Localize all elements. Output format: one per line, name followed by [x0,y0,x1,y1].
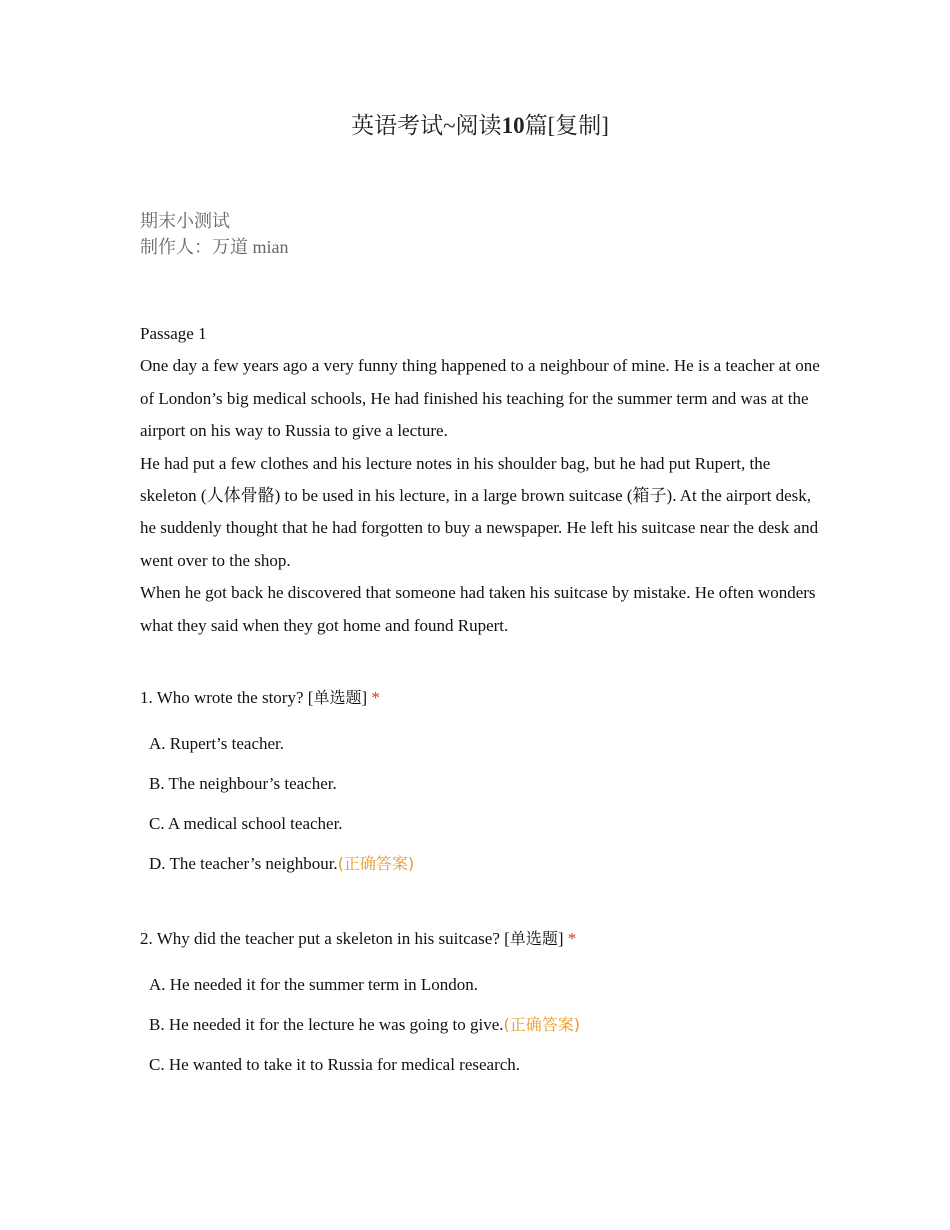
author-handle: mian [252,237,289,257]
passage-heading: Passage 1 [140,324,207,343]
question-stem [140,686,840,710]
option-a[interactable] [140,965,840,1005]
option-list [140,965,840,1085]
option-text: C. He wanted to take it to Russia for medical research. [149,1055,521,1074]
correct-answer-label: (正确答案) [503,1015,581,1034]
option-b[interactable] [140,764,840,804]
option-d[interactable] [140,844,840,884]
option-text: B. The neighbour’s teacher. [149,774,337,793]
question-type-close: ] [361,688,368,707]
correct-answer-label: (正确答案) [337,854,415,873]
author-label: 制作人： [140,237,212,257]
title-number: 10 [501,113,525,138]
option-c[interactable] [140,804,840,844]
option-list [140,724,840,884]
question-stem [140,927,840,951]
option-text: A. He needed it for the summer term in London. [149,975,479,994]
question-type: 单选题 [313,688,362,707]
question-text: 2. Why did the teacher put a skeleton in his suitcase? [140,929,500,948]
question-2 [140,927,840,1085]
passage-paragraph-1: One day a few years ago a very funny thing happened to a neighbour of mine. He is a teacher at one of London’s big medical schools, He had finished his teaching for the summer term and was at the airport on his way to Russia to give a lecture. [140,356,820,441]
option-a[interactable] [140,724,840,764]
question-type-close: ] [557,929,564,948]
question-type: 单选题 [509,929,558,948]
title-suffix: 篇[复制] [524,113,609,138]
option-text: C. A medical school teacher. [149,814,343,833]
option-text: D. The teacher’s neighbour. [149,854,338,873]
question-1 [140,686,840,884]
subtitle: 期末小测试 [140,211,230,231]
passage-paragraph-3: When he got back he discovered that someone had taken his suitcase by mistake. He often wonders what they said when they got home and found Rupert. [140,583,816,635]
page-title [0,108,950,144]
title-prefix: 英语考试~阅读 [351,113,502,138]
option-text: B. He needed it for the lecture he was going to give. [149,1015,504,1034]
required-mark: * [567,929,577,948]
option-b[interactable] [140,1005,840,1045]
document-meta [140,208,289,260]
required-mark: * [371,688,380,707]
question-type-open: [ [504,929,510,948]
question-type-open: [ [307,688,314,707]
author-line [140,234,289,260]
question-text: 1. Who wrote the story? [140,688,304,707]
option-text: A. Rupert’s teacher. [149,734,285,753]
passage-paragraph-2: He had put a few clothes and his lecture notes in his shoulder bag, but he had put Rupert, the skeleton (人体骨骼) to be used in his lecture, in a large brown suitcase (箱子). At the airport desk, he suddenly thought that he had forgotten to buy a newspaper. He left his suitcase near the desk and went over to the shop. [140,453,819,570]
passage [140,318,820,642]
option-c[interactable] [140,1045,840,1085]
author-name: 万道 [212,237,248,257]
